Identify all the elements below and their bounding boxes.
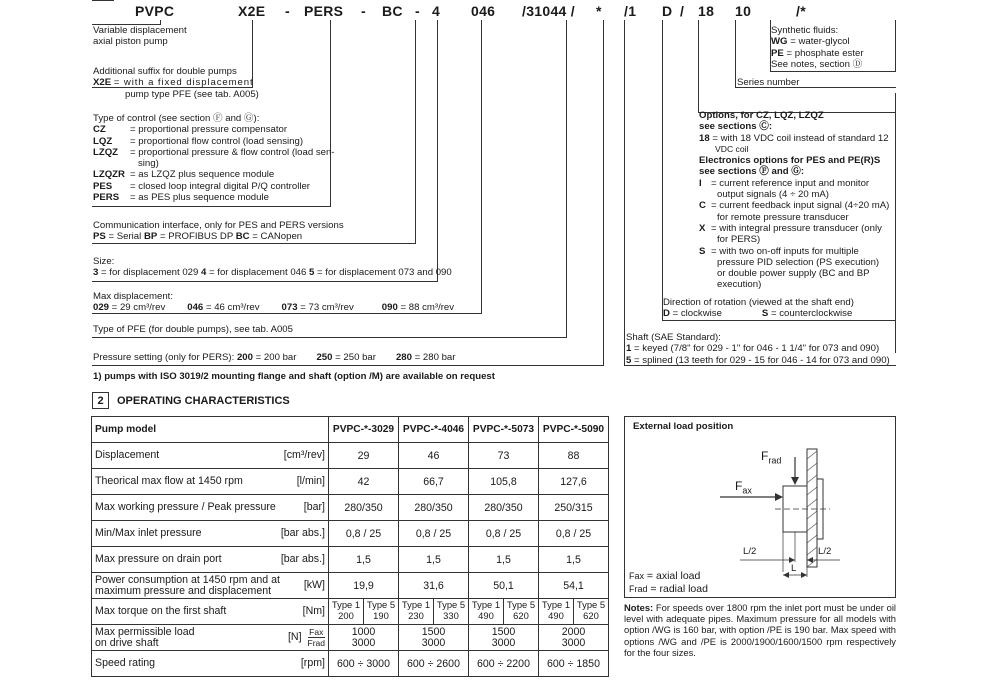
table-cell: 1000 3000 xyxy=(329,625,399,651)
leader xyxy=(566,20,567,337)
table-cell: 0,8 / 25 xyxy=(329,521,399,547)
code-bc: BC xyxy=(382,3,403,19)
row-label: Max permissible load on drive shaft xyxy=(95,626,195,649)
leader xyxy=(895,93,896,353)
code-displacement: 046 xyxy=(471,3,496,19)
series-number: Series number xyxy=(737,77,800,88)
rotation-direction: Direction of rotation (viewed at the shaft end) D = clockwise S = counterclockwise xyxy=(663,297,854,320)
row-unit: [bar abs.] xyxy=(280,527,325,539)
external-load-panel xyxy=(624,416,896,598)
table-cell: 19,9 xyxy=(329,573,399,599)
table-cell: 1500 3000 xyxy=(399,625,469,651)
leader xyxy=(92,206,331,207)
section-number: 2 xyxy=(92,392,109,409)
table-row xyxy=(92,651,609,677)
header-cell: PVPC-*-5090 xyxy=(539,417,609,443)
code-series-pfe: /31044 / xyxy=(522,3,575,19)
table-cell: 66,7 xyxy=(399,469,469,495)
table-cell: 50,1 xyxy=(469,573,539,599)
row-label: Max working pressure / Peak pressure xyxy=(95,501,276,513)
pressure-setting: Pressure setting (only for PERS): 200 = 200 bar 250 = 250 bar 280 = 280 bar xyxy=(93,352,456,363)
table-cell: 0,8 / 25 xyxy=(539,521,609,547)
code-rotation: D xyxy=(662,3,673,19)
leader xyxy=(662,320,896,321)
row-unit: [l/min] xyxy=(296,475,325,487)
table-row xyxy=(92,469,609,495)
leader xyxy=(92,281,438,282)
header-cell: PVPC-*-3029 xyxy=(329,417,399,443)
row-unit: [N] Fax Frad xyxy=(287,627,325,648)
leader xyxy=(603,20,604,365)
table-cell: Type 1 230 Type 5 330 xyxy=(399,599,469,625)
table-cell: 2000 3000 xyxy=(539,625,609,651)
table-cell: 54,1 xyxy=(539,573,609,599)
header-cell: PVPC-*-5073 xyxy=(469,417,539,443)
table-row xyxy=(92,625,609,651)
header-cell: PVPC-*-4046 xyxy=(399,417,469,443)
code-dash: - xyxy=(361,3,366,19)
code-x2e: X2E xyxy=(238,3,266,19)
f-ax-label: $F_{ax}$ xyxy=(735,479,752,496)
leader xyxy=(92,243,416,244)
leader xyxy=(735,20,736,87)
code-size: 4 xyxy=(432,3,441,19)
table-cell: Type 1 490 Type 5 620 xyxy=(469,599,539,625)
table-row xyxy=(92,443,609,469)
table-cell: 127,6 xyxy=(539,469,609,495)
section-header xyxy=(92,392,290,409)
communication-interface: Communication interface, only for PES and PERS versions PS = Serial BP = PROFIBUS DP BC = CANopen xyxy=(93,220,344,243)
f-rad-label: $F_{rad}$ xyxy=(761,449,782,466)
leader xyxy=(662,20,663,320)
code-dash: - xyxy=(285,3,290,19)
leader xyxy=(481,20,482,313)
table-header-row xyxy=(92,417,609,443)
notes: Notes: For speeds over 1800 rpm the inlet port must be under oil level with adequate pipes. Maximum pressure for all models with option /WG is 160 bar, with option /PE is 190 bar. Max speed with options /WG and /PE is 2000/1900/1600/1500 rpm respectively for the four sizes. xyxy=(624,602,896,658)
load-legend: Fax = axial load Frad = radial load xyxy=(629,570,708,595)
row-label: Displacement xyxy=(95,449,160,461)
leader xyxy=(92,365,604,366)
table-cell: 0,8 / 25 xyxy=(399,521,469,547)
diagram-title: External load position xyxy=(633,421,734,432)
row-label: Max pressure on drain port xyxy=(95,553,222,565)
variable-displacement: Variable displacement axial piston pump xyxy=(93,25,187,48)
table-cell: 46 xyxy=(399,443,469,469)
table-cell: 42 xyxy=(329,469,399,495)
table-cell: 105,8 xyxy=(469,469,539,495)
table-cell: 600 ÷ 1850 xyxy=(539,651,609,677)
row-unit: [cm³/rev] xyxy=(283,449,325,461)
table-cell: 1500 3000 xyxy=(469,625,539,651)
table-row xyxy=(92,547,609,573)
row-label: Theorical max flow at 1450 rpm xyxy=(95,475,243,487)
table-row xyxy=(92,495,609,521)
row-unit: [Nm] xyxy=(302,605,325,617)
table-cell: 280/350 xyxy=(399,495,469,521)
leader xyxy=(92,337,567,338)
table-row xyxy=(92,599,609,625)
leader xyxy=(895,20,896,71)
header-cell: Pump model xyxy=(92,417,329,443)
control-types: Type of control (see section Ⓕ and Ⓖ): CZ = proportional pressure compensator LQZ = proportional flow control (load sensing) LZQZ = proportional pressure & flow control (load sen- sing) LZQZR = as LZQZ plus sequence module PES = closed loop integral digital P/Q controller PERS = as PES plus sequence module xyxy=(93,113,335,204)
leader xyxy=(698,20,699,112)
table-row xyxy=(92,521,609,547)
table-cell: 0,8 / 25 xyxy=(469,521,539,547)
code-pvpc: PVPC xyxy=(135,3,175,19)
code-dash: - xyxy=(415,3,420,19)
pfe-type-note: Type of PFE (for double pumps), see tab. A005 xyxy=(93,324,293,335)
row-label: Power consumption at 1450 rpm and at maximum pressure and displacement xyxy=(95,574,280,597)
leader xyxy=(624,20,625,365)
synthetic-fluids: Synthetic fluids: WG = water-glycol PE = phosphate ester See notes, section Ⓓ xyxy=(771,25,864,70)
dim-half-left: L/2 xyxy=(743,546,757,557)
size-note: Size: 3 = for displacement 029 4 = for displacement 046 5 = for displacement 073 and 090 xyxy=(93,256,452,279)
code-slash: / xyxy=(680,3,685,19)
dim-half-right: L/2 xyxy=(818,546,832,557)
operating-characteristics-table xyxy=(91,416,609,677)
shaft-type: Shaft (SAE Standard): 1 = keyed (7/8" for 029 - 1" for 046 - 1 1/4" for 073 and 090) 5 = splined (13 teeth for 029 - 15 for 046 - 14 for 073 and 090) xyxy=(626,332,890,366)
leader xyxy=(770,71,896,72)
row-unit: [bar] xyxy=(303,501,325,513)
table-cell: 88 xyxy=(539,443,609,469)
table-cell: 600 ÷ 2600 xyxy=(399,651,469,677)
table-cell: 250/315 xyxy=(539,495,609,521)
leader xyxy=(437,20,438,281)
dim-length: L xyxy=(791,563,797,574)
code-pers: PERS xyxy=(304,3,344,19)
row-unit: [rpm] xyxy=(300,657,325,669)
max-displacement: Max displacement: 029 = 29 cm³/rev 046 = 46 cm³/rev 073 = 73 cm³/rev 090 = 88 cm³/rev xyxy=(93,291,455,314)
code-options: 18 xyxy=(698,3,715,19)
row-unit: [bar abs.] xyxy=(280,553,325,565)
table-cell: 1,5 xyxy=(539,547,609,573)
row-label: Speed rating xyxy=(95,657,156,669)
footnote: 1) pumps with ISO 3019/2 mounting flange and shaft (option /M) are available on request xyxy=(93,371,495,382)
table-cell: 600 ÷ 3000 xyxy=(329,651,399,677)
table-cell: Type 1 200 Type 5 190 xyxy=(329,599,399,625)
code-shaft: /1 xyxy=(624,3,637,19)
table-row xyxy=(92,573,609,599)
code-fluids: /* xyxy=(796,3,806,19)
table-cell: 1,5 xyxy=(469,547,539,573)
options-block: Options, for CZ, LQZ, LZQZ see sections Ⓒ: 18 = with 18 VDC coil instead of standard 12 VDC coil Electronics options for PES and PE(R)S see sections Ⓕ and Ⓖ: I = current reference input and monitor output signals (4 ÷ 20 mA) C = current feedback input signal (4÷20 mA) for remote pressure transducer X = with integral pressure transducer (only for PERS) S = with two on-off inputs for multiple pressure PID selection (PS execution) or double power supply (BC and BP execution) xyxy=(699,110,890,291)
table-cell: 600 ÷ 2200 xyxy=(469,651,539,677)
table-cell: 1,5 xyxy=(399,547,469,573)
table-cell: 29 xyxy=(329,443,399,469)
table-cell: 73 xyxy=(469,443,539,469)
row-label: Max torque on the first shaft xyxy=(95,605,227,617)
code-star: * xyxy=(596,3,602,19)
leader xyxy=(415,20,416,243)
table-cell: 280/350 xyxy=(469,495,539,521)
section-title: OPERATING CHARACTERISTICS xyxy=(117,394,290,407)
top-rule xyxy=(92,0,114,1)
table-cell: 31,6 xyxy=(399,573,469,599)
table-cell: 280/350 xyxy=(329,495,399,521)
table-cell: Type 1 490 Type 5 620 xyxy=(539,599,609,625)
row-unit: [kW] xyxy=(303,579,325,591)
code-series-number: 10 xyxy=(735,3,752,19)
row-label: Min/Max inlet pressure xyxy=(95,527,202,539)
table-cell: 1,5 xyxy=(329,547,399,573)
suffix-note: Additional suffix for double pumps X2E = with a fixed displacement pump type PFE (see tab. A005) xyxy=(93,66,259,100)
